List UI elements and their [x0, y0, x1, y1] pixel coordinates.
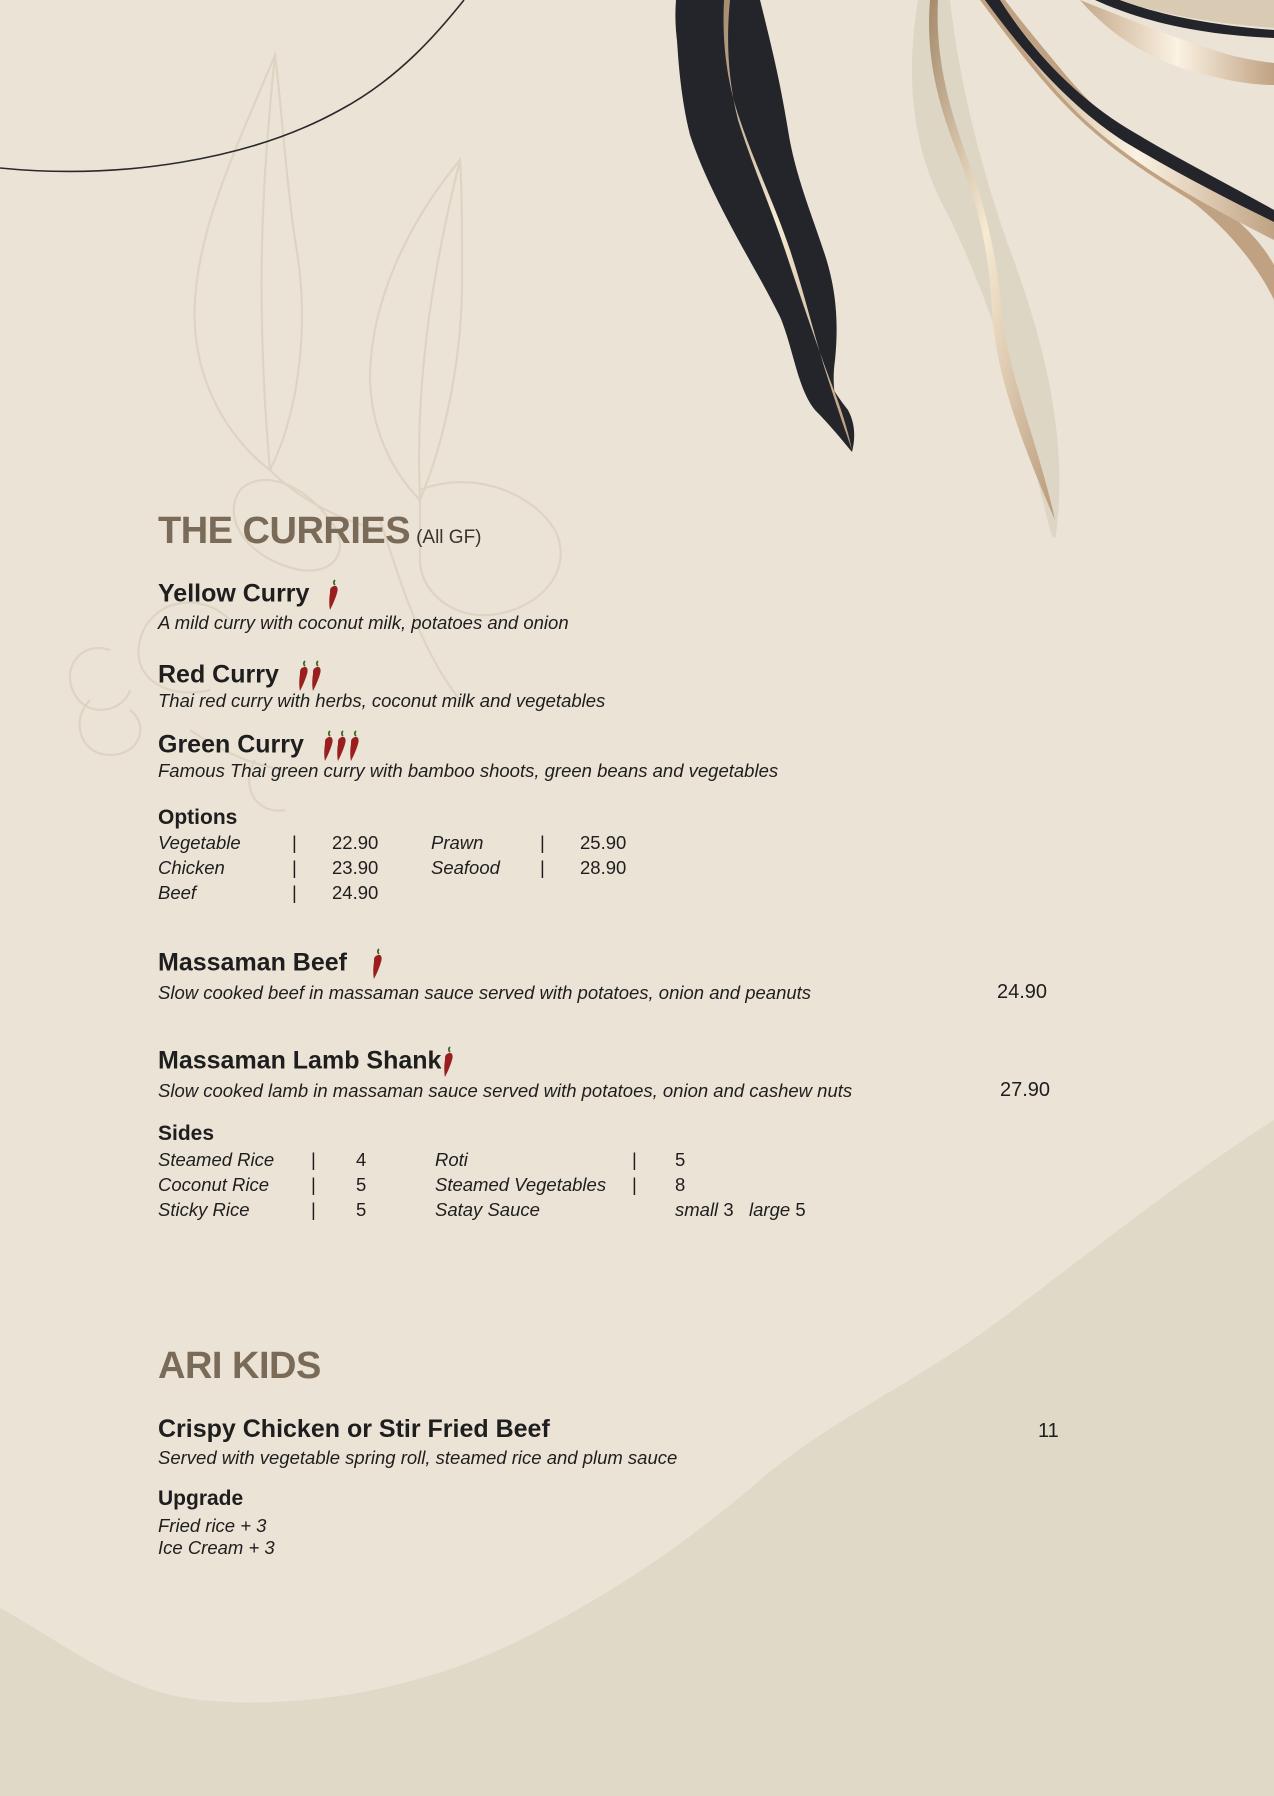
curries-note: (All GF) — [416, 527, 482, 548]
chili-icon — [441, 1045, 457, 1079]
options-row — [158, 857, 958, 881]
separator: | — [632, 1149, 637, 1170]
dish-massaman-beef — [158, 947, 386, 981]
separator: | — [540, 832, 545, 853]
dish-name: Red Curry — [158, 660, 279, 689]
separator: | — [311, 1149, 316, 1170]
side-price: 5 — [356, 1199, 367, 1220]
curve-line — [0, 0, 464, 171]
chili-icon — [370, 947, 386, 981]
leaf-dark-main — [676, 0, 850, 440]
satay-prices — [675, 1199, 806, 1221]
option-price: 28.90 — [580, 857, 627, 878]
chili-icon-3 — [321, 729, 363, 763]
satay-small-price: 3 — [723, 1199, 734, 1220]
option-price: 25.90 — [580, 832, 627, 853]
sides-heading: Sides — [158, 1122, 215, 1145]
chili-icon-2 — [296, 659, 326, 693]
satay-large-label: large — [749, 1199, 791, 1220]
options-heading: Options — [158, 806, 238, 829]
separator: | — [292, 832, 297, 853]
dish-description: Slow cooked lamb in massaman sauce served with potatoes, onion and cashew nuts — [158, 1080, 853, 1101]
option-price: 23.90 — [332, 857, 379, 878]
sides-row — [158, 1149, 958, 1173]
sides-row — [158, 1174, 958, 1198]
kids-dish-price: 11 — [1038, 1420, 1059, 1442]
kids-dish-name: Crispy Chicken or Stir Fried Beef — [158, 1415, 550, 1443]
option-price: 24.90 — [332, 882, 379, 903]
side-name: Roti — [435, 1149, 468, 1170]
separator: | — [632, 1174, 637, 1195]
dish-name: Yellow Curry — [158, 579, 310, 608]
options-row — [158, 882, 958, 906]
side-name: Steamed Rice — [158, 1149, 275, 1170]
dish-description: A mild curry with coconut milk, potatoes and onion — [158, 612, 569, 633]
side-name: Steamed Vegetables — [435, 1174, 607, 1195]
dish-description: Famous Thai green curry with bamboo shoots, green beans and vegetables — [158, 760, 779, 781]
dish-description: Slow cooked beef in massaman sauce served with potatoes, onion and peanuts — [158, 982, 812, 1003]
curries-heading — [158, 510, 482, 553]
dish-red-curry — [158, 659, 326, 693]
option-name: Vegetable — [158, 832, 241, 853]
option-price: 22.90 — [332, 832, 379, 853]
satay-large-price: 5 — [795, 1199, 806, 1220]
upgrade-item: Fried rice + 3 — [158, 1515, 267, 1536]
chili-icon — [326, 578, 342, 612]
dish-massaman-lamb — [158, 1045, 457, 1079]
side-price: 8 — [675, 1174, 686, 1195]
side-name: Satay Sauce — [435, 1199, 540, 1220]
side-name: Sticky Rice — [158, 1199, 250, 1220]
dish-name: Massaman Beef — [158, 948, 347, 977]
dish-name: Massaman Lamb Shank — [158, 1046, 442, 1075]
sides-row — [158, 1199, 958, 1223]
side-price: 5 — [356, 1174, 367, 1195]
kids-title: ARI KIDS — [158, 1345, 321, 1387]
option-name: Prawn — [431, 832, 484, 853]
upgrade-heading: Upgrade — [158, 1487, 244, 1510]
separator: | — [540, 857, 545, 878]
dish-yellow-curry — [158, 578, 342, 612]
upgrade-item: Ice Cream + 3 — [158, 1537, 275, 1558]
side-name: Coconut Rice — [158, 1174, 270, 1195]
curries-title: THE CURRIES — [158, 510, 411, 552]
separator: | — [311, 1199, 316, 1220]
option-name: Seafood — [431, 857, 500, 878]
satay-small-label: small — [675, 1199, 719, 1220]
side-price: 5 — [675, 1149, 686, 1170]
dish-description: Thai red curry with herbs, coconut milk and vegetables — [158, 690, 606, 711]
option-name: Beef — [158, 882, 197, 903]
dish-name: Green Curry — [158, 730, 304, 759]
separator: | — [292, 882, 297, 903]
side-price: 4 — [356, 1149, 367, 1170]
options-row — [158, 832, 958, 856]
option-name: Chicken — [158, 857, 225, 878]
dish-price: 27.90 — [1000, 1079, 1051, 1101]
dish-green-curry — [158, 729, 363, 763]
kids-dish-description: Served with vegetable spring roll, steamed rice and plum sauce — [158, 1447, 678, 1468]
separator: | — [292, 857, 297, 878]
dish-price: 24.90 — [997, 981, 1048, 1003]
separator: | — [311, 1174, 316, 1195]
